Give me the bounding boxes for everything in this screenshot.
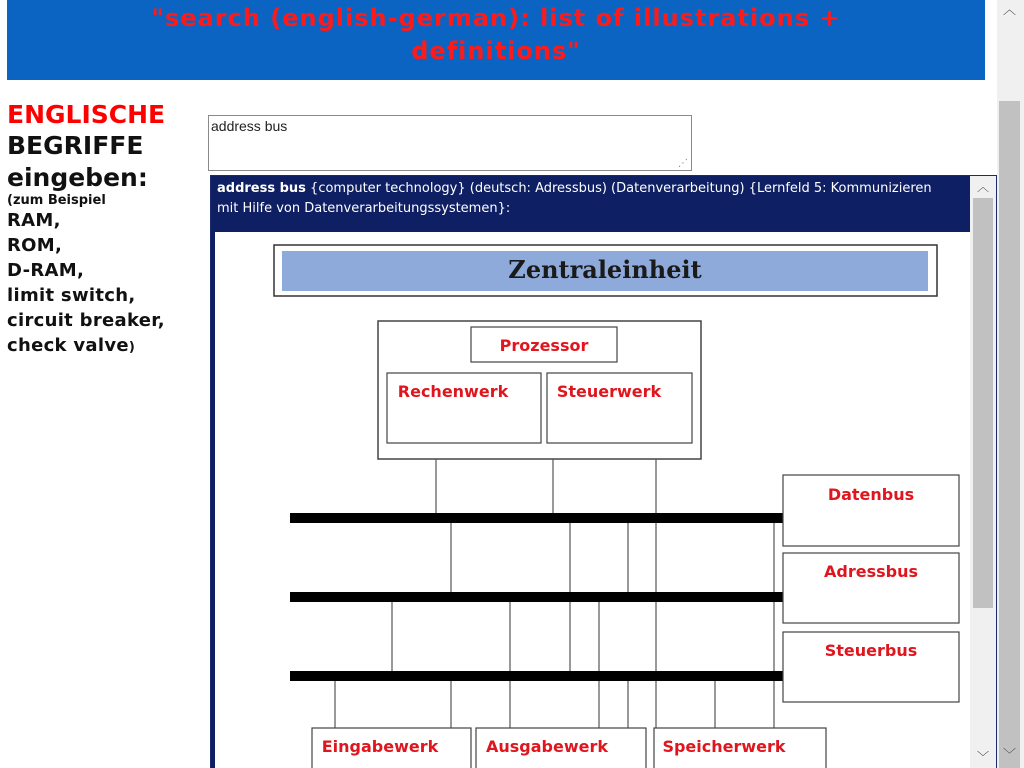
scroll-down-icon[interactable]: ﹀ — [977, 750, 990, 764]
scroll-up-icon[interactable]: ︿ — [977, 180, 990, 194]
label-output-unit: Ausgabewerk — [485, 737, 609, 756]
heading-eingeben: eingeben: — [7, 163, 148, 192]
zentraleinheit-diagram — [215, 232, 970, 768]
example-item: circuit breaker, — [7, 310, 165, 331]
definition-body: {computer technology} (deutsch: Adressbus) (Datenverarbeitung) {Lernfeld 5: Kommunizieren mit Hilfe von Datenverarbeitungssystemen}: — [217, 181, 932, 216]
banner-title-line1: "search (english-german): list of illustrations + — [151, 4, 841, 32]
popup-scroll-thumb[interactable] — [973, 198, 993, 608]
heading-englische: ENGLISCHE — [7, 100, 166, 129]
instructions-panel — [7, 100, 207, 360]
diagram-title: Zentraleinheit — [508, 255, 702, 284]
diagram-image — [215, 232, 970, 768]
page-scroll-down-icon[interactable]: ﹀ — [1003, 748, 1017, 763]
label-processor: Prozessor — [499, 336, 589, 355]
example-close-paren: ) — [128, 340, 136, 355]
address-bus-line — [290, 592, 784, 602]
label-data-bus: Datenbus — [827, 485, 915, 504]
example-item: D-RAM, — [7, 260, 85, 281]
label-control-unit: Steuerwerk — [556, 382, 662, 401]
result-popup[interactable] — [210, 175, 997, 768]
example-check-valve: check valve — [7, 335, 129, 356]
header-banner — [7, 0, 985, 80]
label-alu: Rechenwerk — [397, 382, 509, 401]
page-scrollbar[interactable] — [997, 0, 1024, 768]
label-memory-unit: Speicherwerk — [662, 737, 786, 756]
resize-grip-icon[interactable]: ⋰ — [678, 158, 688, 169]
popup-scrollbar[interactable] — [970, 176, 996, 768]
result-content — [211, 176, 970, 768]
example-intro: (zum Beispiel — [7, 193, 106, 208]
example-item: limit switch, — [7, 285, 136, 306]
search-input[interactable] — [208, 115, 692, 171]
page-scroll-up-icon[interactable]: ︿ — [1003, 3, 1017, 18]
banner-title — [7, 0, 985, 68]
control-bus-line — [290, 671, 784, 681]
definition-text — [217, 179, 957, 219]
example-item-last — [7, 333, 207, 360]
label-control-bus: Steuerbus — [824, 641, 918, 660]
banner-title-line2: definitions" — [411, 37, 581, 65]
definition-term: address bus — [217, 181, 306, 196]
data-bus-line — [290, 513, 784, 523]
page-scroll-thumb[interactable] — [999, 101, 1020, 768]
label-input-unit: Eingabewerk — [321, 737, 439, 756]
example-item: ROM, — [7, 235, 63, 256]
label-address-bus: Adressbus — [824, 562, 918, 581]
heading-begriffe: BEGRIFFE — [7, 131, 144, 160]
example-item: RAM, — [7, 210, 61, 231]
